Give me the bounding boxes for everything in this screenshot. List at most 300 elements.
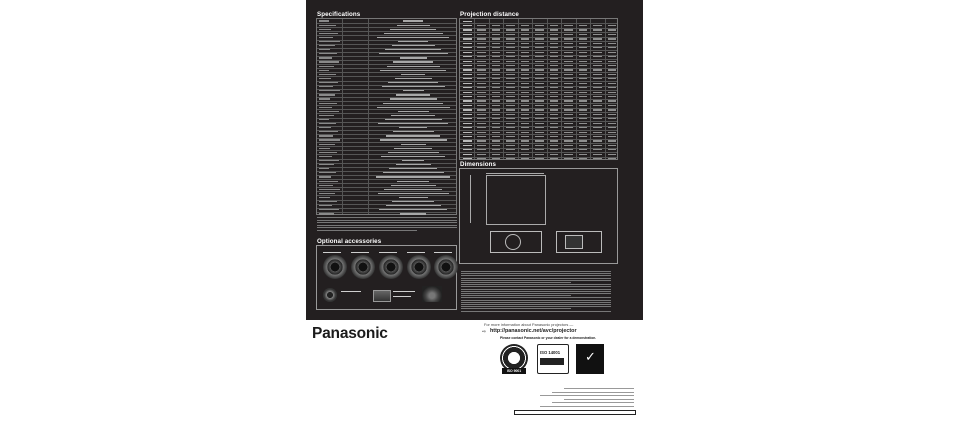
- proj-cell-text: [477, 109, 486, 110]
- spec-label-text: [319, 107, 332, 108]
- proj-cell-text: [477, 149, 486, 150]
- proj-cell-text: [492, 92, 501, 93]
- proj-cell-text: [593, 158, 602, 159]
- spec-value-text: [396, 164, 431, 165]
- proj-cell-text: [492, 109, 501, 110]
- proj-cell-text: [579, 140, 588, 141]
- proj-cell-text: [506, 92, 515, 93]
- spec-value-text: [379, 209, 447, 210]
- proj-cell-text: [593, 123, 602, 124]
- lens-caption: [407, 252, 425, 253]
- proj-cell-text: [535, 132, 544, 133]
- spec-label-text: [319, 201, 337, 202]
- proj-cell-text: [506, 123, 515, 124]
- spec-value-text: [386, 135, 440, 136]
- spec-label-text: [319, 66, 334, 67]
- proj-cell-text: [492, 74, 501, 75]
- spec-value-text: [398, 41, 428, 42]
- proj-cell-text: [564, 149, 573, 150]
- proj-cell-text: [564, 29, 573, 30]
- proj-cell-text: [564, 56, 573, 57]
- spec-label-text: [319, 139, 340, 140]
- proj-cell-text: [564, 83, 573, 84]
- proj-cell-text: [535, 140, 544, 141]
- proj-cell-text: [593, 43, 602, 44]
- proj-cell-text: [593, 127, 602, 128]
- proj-cell-text: [521, 105, 530, 106]
- proj-cell-text: [506, 140, 515, 141]
- proj-cell-text: [492, 83, 501, 84]
- proj-cell-text: [535, 83, 544, 84]
- proj-cell-text: [593, 87, 602, 88]
- proj-cell-text: [593, 29, 602, 30]
- spec-label-text: [319, 29, 331, 30]
- spec-value-text: [388, 152, 439, 153]
- proj-cell-text: [535, 127, 544, 128]
- proj-cell-text: [579, 96, 588, 97]
- spec-row-rule: [317, 23, 456, 24]
- spec-label-text: [319, 156, 332, 157]
- spec-label-text: [319, 193, 335, 194]
- proj-cell-text: [477, 96, 486, 97]
- spec-value-text: [392, 201, 434, 202]
- proj-cell-text: [608, 145, 617, 146]
- proj-cell-text: [535, 136, 544, 137]
- lens-caption: [323, 252, 341, 253]
- proj-cell-text: [579, 158, 588, 159]
- proj-cell-text: [506, 145, 515, 146]
- zoom-lens-image: [434, 255, 458, 279]
- notes-line: [461, 286, 611, 287]
- proj-cell-text: [550, 127, 559, 128]
- proj-cell-text: [521, 140, 530, 141]
- proj-cell-text: [564, 136, 573, 137]
- proj-cell-text: [535, 56, 544, 57]
- proj-cell-text: [463, 52, 472, 53]
- proj-cell-text: [550, 47, 559, 48]
- proj-cell-text: [492, 34, 501, 35]
- proj-cell-text: [564, 87, 573, 88]
- proj-cell-text: [593, 92, 602, 93]
- spec-value-text: [390, 29, 436, 30]
- notes-line: [461, 284, 611, 285]
- proj-cell-text: [506, 29, 515, 30]
- notes-line: [461, 278, 611, 279]
- spec-label-text: [319, 144, 335, 145]
- proj-cell-text: [521, 38, 530, 39]
- proj-cell-text: [492, 25, 501, 26]
- notes-line: [461, 295, 571, 296]
- spec-label-text: [319, 168, 329, 169]
- proj-cell-text: [477, 61, 486, 62]
- spec-label-text: [319, 53, 337, 54]
- proj-cell-text: [492, 29, 501, 30]
- spec-label-text: [319, 185, 333, 186]
- proj-cell-text: [579, 69, 588, 70]
- proj-cell-text: [550, 25, 559, 26]
- proj-cell-text: [492, 140, 501, 141]
- spec-label-text: [319, 127, 331, 128]
- proj-cell-text: [492, 69, 501, 70]
- proj-cell-text: [492, 43, 501, 44]
- spec-value-text: [385, 49, 441, 50]
- proj-cell-text: [521, 43, 530, 44]
- accessories-panel: [316, 245, 457, 310]
- proj-cell-text: [463, 123, 472, 124]
- proj-cell-text: [564, 105, 573, 106]
- proj-cell-text: [463, 47, 472, 48]
- proj-cell-text: [521, 61, 530, 62]
- note-line: [317, 225, 457, 226]
- proj-cell-text: [593, 74, 602, 75]
- proj-cell-text: [579, 29, 588, 30]
- iso9001-certificate-mark: [499, 344, 529, 380]
- proj-cell-text: [593, 69, 602, 70]
- proj-cell-text: [492, 78, 501, 79]
- proj-cell-text: [535, 74, 544, 75]
- spec-label-text: [319, 164, 334, 165]
- proj-cell-text: [535, 25, 544, 26]
- zoom-lens-image: [323, 255, 347, 279]
- proj-cell-text: [535, 52, 544, 53]
- spec-label-text: [319, 189, 340, 190]
- spec-value-text: [397, 181, 429, 182]
- proj-cell-text: [608, 52, 617, 53]
- proj-cell-text: [535, 43, 544, 44]
- proj-cell-text: [593, 118, 602, 119]
- proj-cell-text: [477, 43, 486, 44]
- proj-cell-text: [593, 154, 602, 155]
- proj-cell-text: [535, 100, 544, 101]
- proj-cell-text: [506, 78, 515, 79]
- proj-cell-text: [579, 43, 588, 44]
- proj-column-rule: [503, 19, 504, 159]
- proj-cell-text: [550, 34, 559, 35]
- proj-cell-text: [593, 114, 602, 115]
- proj-cell-text: [506, 83, 515, 84]
- proj-cell-text: [463, 109, 472, 110]
- proj-cell-text: [579, 109, 588, 110]
- proj-cell-text: [535, 47, 544, 48]
- proj-cell-text: [492, 123, 501, 124]
- proj-cell-text: [463, 145, 472, 146]
- proj-cell-text: [608, 29, 617, 30]
- spec-row-rule: [317, 163, 456, 164]
- proj-cell-text: [579, 83, 588, 84]
- spec-label-text: [319, 115, 334, 116]
- proj-cell-text: [506, 136, 515, 137]
- lens-caption: [351, 252, 369, 253]
- proj-cell-text: [521, 69, 530, 70]
- proj-cell-text: [506, 96, 515, 97]
- proj-cell-text: [506, 105, 515, 106]
- proj-cell-text: [579, 149, 588, 150]
- proj-cell-text: [506, 109, 515, 110]
- proj-cell-text: [521, 118, 530, 119]
- proj-cell-text: [579, 34, 588, 35]
- proj-cell-text: [521, 154, 530, 155]
- proj-cell-text: [506, 34, 515, 35]
- side-panel-outline: [565, 235, 583, 249]
- notes-line: [461, 293, 611, 294]
- proj-cell-text: [535, 118, 544, 119]
- spec-value-text: [383, 103, 443, 104]
- proj-cell-text: [463, 38, 472, 39]
- spec-value-text: [384, 189, 442, 190]
- proj-cell-text: [593, 109, 602, 110]
- proj-cell-text: [535, 34, 544, 35]
- proj-cell-text: [593, 25, 602, 26]
- proj-cell-text: [492, 154, 501, 155]
- spec-row-rule: [317, 126, 456, 127]
- spec-label-text: [319, 41, 340, 42]
- accreditation-mark: [576, 344, 606, 380]
- accessory-caption: [393, 296, 411, 297]
- spec-value-text: [390, 98, 437, 99]
- spec-label-text: [319, 181, 338, 182]
- proj-cell-text: [521, 74, 530, 75]
- proj-cell-text: [492, 47, 501, 48]
- proj-cell-text: [521, 127, 530, 128]
- lens-caption: [434, 252, 452, 253]
- proj-cell-text: [593, 105, 602, 106]
- spec-value-text: [394, 148, 432, 149]
- proj-cell-text: [535, 109, 544, 110]
- proj-cell-text: [564, 52, 573, 53]
- proj-cell-text: [593, 96, 602, 97]
- proj-cell-text: [521, 123, 530, 124]
- spec-value-text: [391, 115, 435, 116]
- proj-cell-text: [477, 29, 486, 30]
- proj-cell-text: [593, 34, 602, 35]
- proj-cell-text: [463, 100, 472, 101]
- proj-cell-text: [550, 69, 559, 70]
- spec-label-text: [319, 74, 336, 75]
- proj-column-rule: [532, 19, 533, 159]
- proj-cell-text: [477, 25, 486, 26]
- proj-cell-text: [564, 92, 573, 93]
- proj-cell-text: [535, 69, 544, 70]
- proj-cell-text: [564, 123, 573, 124]
- proj-cell-text: [463, 34, 472, 35]
- notes-line: [461, 308, 571, 309]
- proj-cell-text: [521, 52, 530, 53]
- proj-cell-text: [506, 25, 515, 26]
- proj-cell-text: [608, 154, 617, 155]
- proj-cell-text: [593, 38, 602, 39]
- proj-cell-text: [492, 56, 501, 57]
- proj-cell-text: [535, 78, 544, 79]
- proj-cell-text: [521, 132, 530, 133]
- proj-cell-text: [550, 92, 559, 93]
- proj-cell-text: [579, 132, 588, 133]
- proj-cell-text: [608, 158, 617, 159]
- spec-value-text: [396, 94, 430, 95]
- proj-cell-text: [477, 34, 486, 35]
- spec-value-text: [377, 107, 450, 108]
- notes-line: [461, 306, 611, 307]
- proj-cell-text: [477, 38, 486, 39]
- proj-cell-text: [608, 78, 617, 79]
- proj-column-rule: [590, 19, 591, 159]
- jacb-logo-block: [540, 358, 564, 365]
- proj-cell-text: [593, 83, 602, 84]
- proj-cell-text: [521, 158, 530, 159]
- proj-cell-text: [463, 96, 472, 97]
- proj-cell-text: [579, 114, 588, 115]
- proj-cell-text: [579, 136, 588, 137]
- proj-cell-text: [579, 105, 588, 106]
- proj-cell-text: [550, 105, 559, 106]
- spec-label-text: [319, 57, 332, 58]
- website-link[interactable]: http://panasonic.net/avc/projector: [490, 328, 577, 334]
- proj-cell-text: [564, 34, 573, 35]
- spec-row-rule: [317, 93, 456, 94]
- proj-cell-text: [463, 87, 472, 88]
- proj-cell-text: [608, 38, 617, 39]
- proj-cell-text: [506, 100, 515, 101]
- proj-cell-text: [477, 74, 486, 75]
- spec-label-text: [319, 25, 336, 26]
- proj-cell-text: [477, 154, 486, 155]
- proj-cell-text: [564, 114, 573, 115]
- proj-cell-text: [477, 127, 486, 128]
- proj-cell-text: [564, 74, 573, 75]
- proj-cell-text: [608, 34, 617, 35]
- proj-cell-text: [463, 61, 472, 62]
- proj-cell-text: [550, 132, 559, 133]
- spec-value-text: [380, 139, 447, 140]
- proj-column-rule: [518, 19, 519, 159]
- proj-cell-text: [593, 52, 602, 53]
- specifications-heading: Specifications: [317, 11, 361, 18]
- note-line: [317, 217, 457, 218]
- spec-label-text: [319, 205, 332, 206]
- proj-cell-text: [506, 61, 515, 62]
- proj-column-rule: [474, 19, 475, 159]
- proj-cell-text: [506, 65, 515, 66]
- proj-cell-text: [593, 145, 602, 146]
- proj-cell-text: [463, 136, 472, 137]
- proj-cell-text: [608, 87, 617, 88]
- proj-cell-text: [550, 87, 559, 88]
- spec-row-rule: [317, 212, 456, 213]
- dealer-stamp-box: [514, 410, 636, 415]
- zoom-lens-image: [379, 255, 403, 279]
- proj-cell-text: [463, 43, 472, 44]
- spec-label-text: [319, 49, 330, 50]
- proj-cell-text: [550, 83, 559, 84]
- proj-cell-text: [579, 56, 588, 57]
- proj-cell-text: [564, 140, 573, 141]
- spec-label-text: [319, 160, 339, 161]
- proj-cell-text: [506, 52, 515, 53]
- proj-cell-text: [492, 127, 501, 128]
- spec-label-text: [319, 94, 335, 95]
- proj-cell-text: [463, 132, 472, 133]
- spec-value-text: [378, 193, 449, 194]
- fine-print-line: [540, 395, 634, 396]
- proj-cell-text: [477, 114, 486, 115]
- proj-cell-text: [463, 92, 472, 93]
- proj-cell-text: [506, 149, 515, 150]
- notes-line: [461, 297, 611, 298]
- spec-row-rule: [317, 195, 456, 196]
- proj-cell-text: [564, 43, 573, 44]
- spec-value-text: [402, 160, 424, 161]
- spec-value-text: [400, 57, 427, 58]
- spec-label-text: [319, 20, 329, 21]
- proj-cell-text: [521, 56, 530, 57]
- proj-cell-text: [535, 87, 544, 88]
- proj-cell-text: [608, 149, 617, 150]
- notes-line: [461, 289, 611, 290]
- proj-column-rule: [547, 19, 548, 159]
- proj-cell-text: [608, 74, 617, 75]
- ceiling-mount-image: [422, 286, 442, 302]
- proj-cell-text: [463, 83, 472, 84]
- proj-cell-text: [564, 100, 573, 101]
- spec-label-text: [319, 131, 338, 132]
- proj-cell-text: [608, 127, 617, 128]
- note-line: [317, 220, 457, 221]
- proj-cell-text: [535, 61, 544, 62]
- spec-column-rule: [368, 19, 369, 214]
- proj-cell-text: [492, 132, 501, 133]
- proj-cell-text: [492, 61, 501, 62]
- proj-cell-text: [579, 87, 588, 88]
- spec-label-text: [319, 61, 339, 62]
- proj-cell-text: [593, 149, 602, 150]
- spec-value-text: [376, 176, 450, 177]
- proj-cell-text: [579, 65, 588, 66]
- proj-cell-text: [564, 118, 573, 119]
- notes-line: [461, 273, 611, 274]
- proj-cell-text: [550, 123, 559, 124]
- proj-cell-text: [477, 136, 486, 137]
- specifications-table: [316, 18, 457, 215]
- proj-cell-text: [463, 127, 472, 128]
- spec-value-text: [393, 131, 434, 132]
- proj-cell-text: [492, 149, 501, 150]
- notes-line: [461, 271, 611, 272]
- proj-cell-text: [521, 87, 530, 88]
- projection-distance-heading: Projection distance: [460, 11, 519, 18]
- note-line: [317, 227, 457, 228]
- proj-cell-text: [535, 105, 544, 106]
- proj-cell-text: [506, 38, 515, 39]
- proj-cell-text: [550, 100, 559, 101]
- spec-value-text: [393, 61, 433, 62]
- proj-cell-text: [492, 105, 501, 106]
- projector-top-view: [486, 175, 546, 225]
- proj-cell-text: [477, 56, 486, 57]
- spec-value-text: [397, 25, 430, 26]
- proj-cell-text: [564, 127, 573, 128]
- proj-cell-text: [477, 65, 486, 66]
- proj-cell-text: [463, 140, 472, 141]
- proj-cell-text: [463, 21, 472, 22]
- proj-cell-text: [608, 96, 617, 97]
- fine-print-line: [540, 406, 634, 407]
- arrow-icon: ⇨: [482, 329, 487, 335]
- spec-label-text: [319, 45, 335, 46]
- proj-cell-text: [521, 92, 530, 93]
- proj-cell-text: [579, 127, 588, 128]
- proj-cell-text: [550, 61, 559, 62]
- spec-value-text: [383, 172, 444, 173]
- proj-cell-text: [521, 114, 530, 115]
